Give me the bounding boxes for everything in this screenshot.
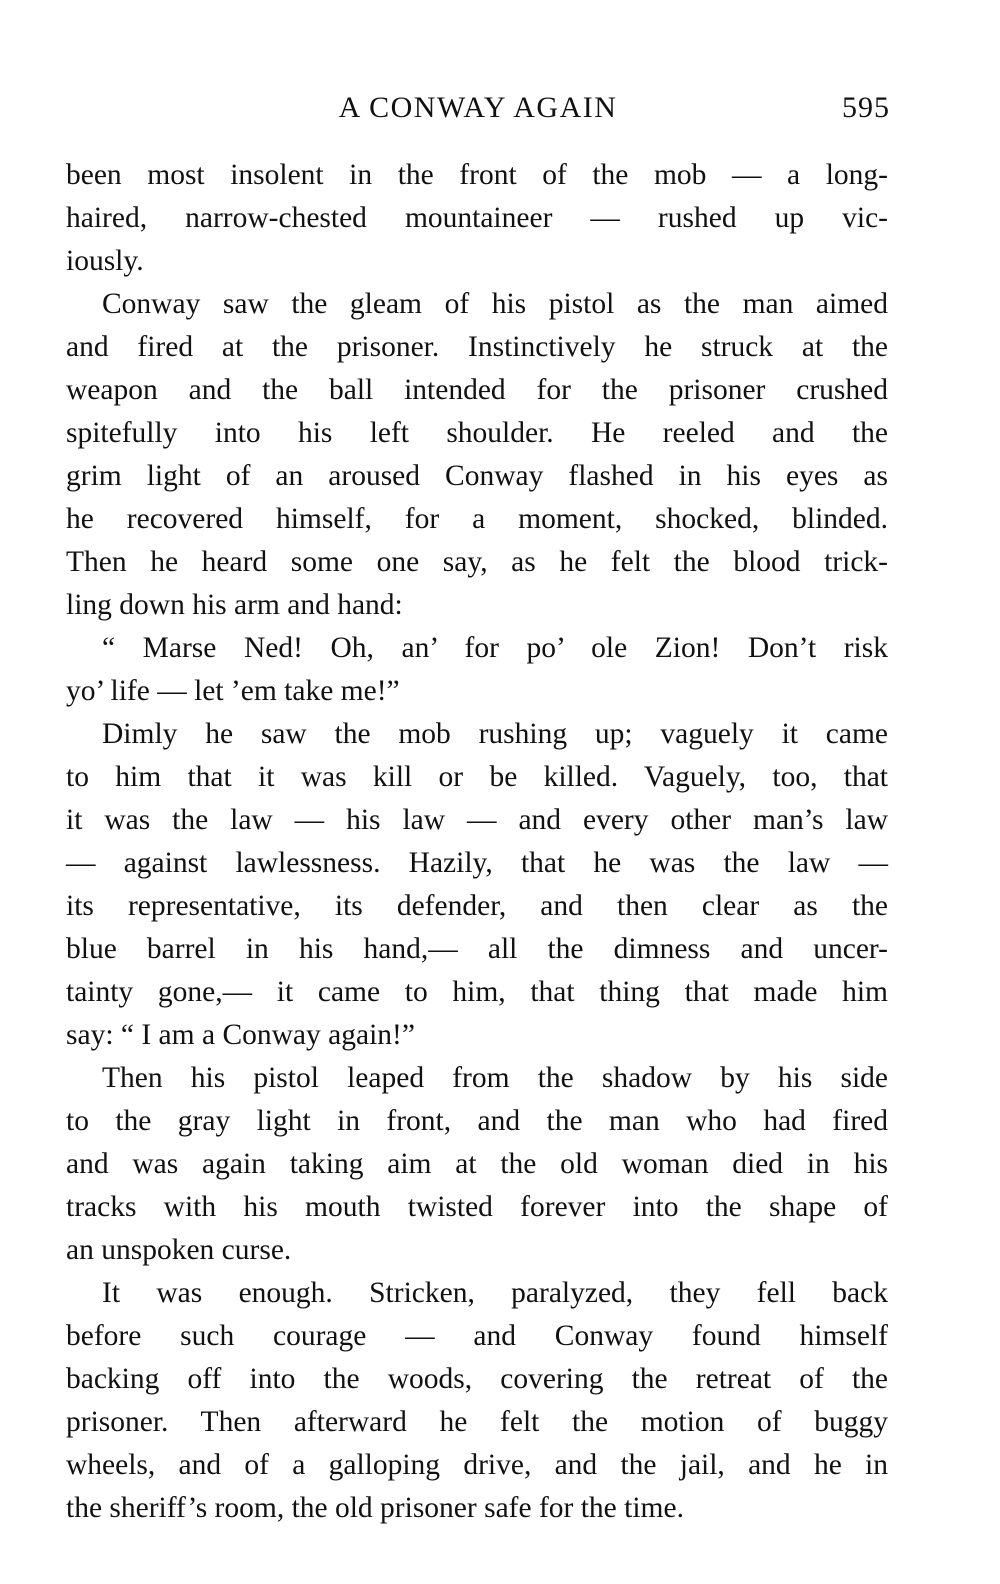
text-line: it was the law — his law — and every other man’s law [66,804,888,836]
running-head [66,86,890,130]
text-line: “ Marse Ned! Oh, an’ for po’ ole Zion! Don’t risk [102,632,888,664]
text-line: and was again taking aim at the old woman died in his [66,1148,888,1180]
body-text [66,154,888,1530]
chapter-title: A CONWAY AGAIN [338,91,618,124]
text-line: tracks with his mouth twisted forever into the shape of [66,1191,888,1223]
text-line: say: “ I am a Conway again!” [66,1019,415,1051]
text-line: he recovered himself, for a moment, shocked, blinded. [66,503,888,535]
text-line: wheels, and of a galloping drive, and the jail, and he in [66,1449,888,1481]
text-line: It was enough. Stricken, paralyzed, they fell back [102,1277,888,1309]
text-line: an unspoken curse. [66,1234,292,1266]
text-line: — against lawlessness. Hazily, that he was the law — [66,847,888,879]
text-line: and fired at the prisoner. Instinctively he struck at the [66,331,888,363]
text-line: blue barrel in his hand,— all the dimness and uncer- [66,933,888,965]
text-line: the sheriff’s room, the old prisoner safe for the time. [66,1492,684,1524]
text-line: been most insolent in the front of the mob — a long- [66,159,888,191]
text-line: weapon and the ball intended for the prisoner crushed [66,374,888,406]
text-line: prisoner. Then afterward he felt the motion of buggy [66,1406,888,1438]
text-line: Dimly he saw the mob rushing up; vaguely it came [102,718,888,750]
text-line: haired, narrow-chested mountaineer — rushed up vic- [66,202,888,234]
text-line: to the gray light in front, and the man who had fired [66,1105,888,1137]
text-line: grim light of an aroused Conway flashed in his eyes as [66,460,888,492]
text-line: its representative, its defender, and then clear as the [66,890,888,922]
text-line: Then his pistol leaped from the shadow by his side [102,1062,888,1094]
text-line: Conway saw the gleam of his pistol as the man aimed [102,288,888,320]
text-line: yo’ life — let ’em take me!” [66,675,400,707]
text-line: ling down his arm and hand: [66,589,403,621]
page-number: 595 [842,91,890,124]
text-line: to him that it was kill or be killed. Vaguely, too, that [66,761,888,793]
text-line: iously. [66,245,144,277]
text-line: backing off into the woods, covering the retreat of the [66,1363,888,1395]
text-line: tainty gone,— it came to him, that thing that made him [66,976,888,1008]
text-line: spitefully into his left shoulder. He reeled and the [66,417,888,449]
text-line: before such courage — and Conway found himself [66,1320,888,1352]
text-line: Then he heard some one say, as he felt the blood trick- [66,546,888,578]
